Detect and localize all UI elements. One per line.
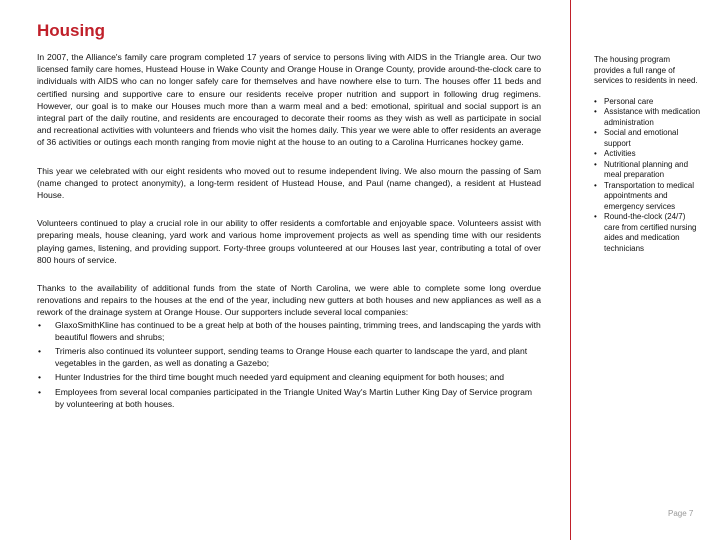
list-item-text: Assistance with medication administration xyxy=(604,107,701,127)
page-title: Housing xyxy=(37,21,105,40)
bullet-icon: • xyxy=(594,212,597,221)
bullet-icon: • xyxy=(594,180,597,190)
bullet-icon: • xyxy=(594,149,597,158)
list-item xyxy=(594,181,702,213)
list-item-text: Activities xyxy=(604,149,636,158)
bullet-icon: • xyxy=(38,386,42,397)
list-item xyxy=(594,107,702,128)
bullet-icon: • xyxy=(594,159,597,169)
sidebar xyxy=(594,55,702,254)
list-item-text: Hunter Industries for the third time bought much needed yard equipment and cleaning equipment for both houses; and xyxy=(55,372,505,383)
list-item-text: Nutritional planning and meal preparation xyxy=(604,159,689,179)
list-item xyxy=(37,386,541,410)
paragraph-residents: This year we celebrated with our eight residents who moved out to resume independent living. We also mourn the passing of Sam (name changed to protect anonymity), a long-term resident of Hustead House, and Paul (name changed), a resident at Hustead House. xyxy=(37,165,541,201)
services-list xyxy=(594,97,702,255)
list-item xyxy=(37,319,541,343)
list-item-text: Trimeris also continued its volunteer support, sending teams to Orange House each quarter to landscape the yard, and plant vegetables in the garden, as well as donating a Gazebo; xyxy=(55,346,528,369)
paragraph-family-care: In 2007, the Alliance's family care program completed 17 years of service to persons living with AIDS in the Triangle area. Our two licensed family care homes, Hustead House in Wake County and Orange House in Orange County, provide around-the-clock care to individuals with AIDS who can no longer safely care for themselves and have nowhere else to turn. The houses offer 11 beds and certified nursing and supportive care to ensure our residents receive proper nutrition and support in following drug regimens. However, our goal is to make our Houses much more than a warm meal and a bed: emotional, spiritual and social support is an integral part of the daily routine, and residents are encouraged to decorate their rooms as they wish as well as participate in social and recreational activities with volunteers and friends who visit the homes daily. This year we were able to offer residents an average of 36 activities or outings each month ranging from movie night at the house to an outing to a Carolina Hurricanes hockey game. xyxy=(37,52,541,148)
list-item-text: Personal care xyxy=(604,96,654,106)
company-list xyxy=(37,319,541,410)
list-item xyxy=(37,371,541,383)
bullet-icon: • xyxy=(594,128,597,137)
bullet-icon: • xyxy=(38,319,42,330)
list-item xyxy=(37,345,541,369)
list-item xyxy=(594,128,702,149)
bullet-icon: • xyxy=(594,96,597,106)
bullet-icon: • xyxy=(594,107,597,116)
bullet-icon: • xyxy=(38,346,42,357)
list-item xyxy=(594,160,702,181)
list-item xyxy=(594,149,702,160)
sidebar-intro: The housing program provides a full range of services to residents in need. xyxy=(594,55,698,85)
list-item-text: Employees from several local companies participated in the Triangle United Way's Martin Luther King Day of Service program by volunteering at both houses. xyxy=(55,386,533,409)
list-item-text: GlaxoSmithKline has continued to be a great help at both of the houses painting, trimming trees, and landscaping the yards with beautiful flowers and shrubs; xyxy=(55,319,541,342)
page-number: Page 7 xyxy=(668,509,694,518)
bullet-icon: • xyxy=(38,372,42,383)
list-item-text: Transportation to medical appointments and emergency services xyxy=(604,180,694,211)
list-item-text: Social and emotional support xyxy=(604,128,679,148)
main-content xyxy=(37,51,541,412)
list-item xyxy=(594,97,702,108)
list-item-text: Round-the-clock (24/7) care from certified nursing aides and medication technicians xyxy=(604,212,697,253)
paragraph-volunteers: Volunteers continued to play a crucial role in our ability to offer residents a comfortable and enjoyable space. Volunteers assist with preparing meals, house cleaning, yard work and various home improvement projects as well as spending time with our residents playing games, listening, and providing support. Forty-three groups volunteered at our Houses last year, contributing a total of over 800 hours of service. xyxy=(37,218,541,265)
paragraph-renovations: Thanks to the availability of additional funds from the state of North Carolina, we were able to complete some long overdue renovations and repairs to the houses at the end of the year, including new gutters at both houses and new appliances as well as a rework of the drainage system at Orange House. Our supporters include several local companies: xyxy=(37,283,541,318)
list-item xyxy=(594,212,702,254)
sidebar-divider xyxy=(570,0,571,540)
